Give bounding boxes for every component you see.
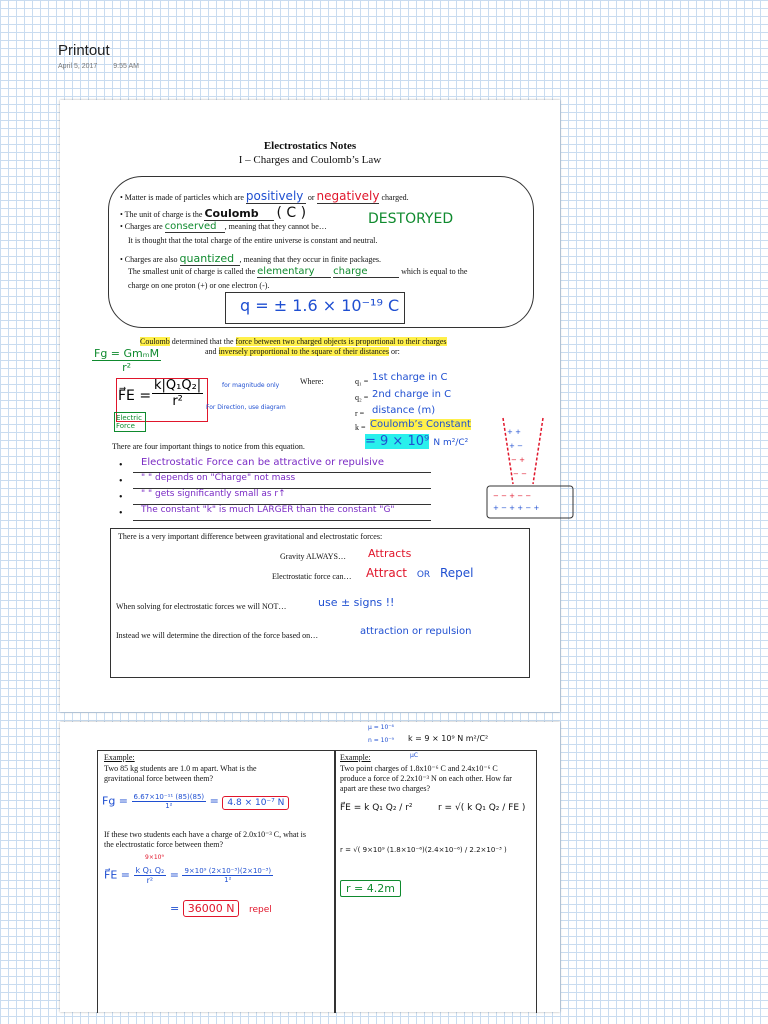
note-header xyxy=(58,42,153,70)
example-2-formula: F⃗E = k Q₁ Q₂ / r² xyxy=(340,803,413,813)
elementary-line: The smallest unit of charge is called the elementary charge which is equal to the xyxy=(128,266,468,277)
note-date: April 5, 2017 xyxy=(58,63,98,70)
answer-destroyed: DESTORYED xyxy=(368,211,454,227)
svg-text:− −: − − xyxy=(513,470,527,478)
r-definition: distance (m) xyxy=(372,405,436,416)
example-2-substitution: r = √( 9×10⁹ (1.8×10⁻⁶)(2.4×10⁻⁶) / 2.2×10⁻³ ) xyxy=(340,846,507,854)
answer-elementary: elementary xyxy=(257,266,315,277)
svg-text:+ −: + − xyxy=(509,442,523,450)
bullet-depends-charge: " " depends on "Charge" not mass xyxy=(141,473,296,483)
bullet-dot-2: • xyxy=(119,476,123,487)
gravity-always-label: Gravity ALWAYS… xyxy=(280,552,346,561)
example-1-question-2: If these two students each have a charge of 2.0x10⁻³ C, what is the electrostatic force between them? xyxy=(104,830,306,849)
coulomb-law-lhs: F⃗E = xyxy=(118,388,152,404)
example-1-question: Two 85 kg students are 1.0 m apart. What is the gravitational force between them? xyxy=(104,764,257,783)
k-constant-note: k = 9 × 10⁹ N m²/C² xyxy=(408,734,489,743)
q1-definition: 1st charge in C xyxy=(372,372,448,383)
note-direction: For Direction, use diagram xyxy=(206,404,286,411)
bullet-dot-3: • xyxy=(119,492,123,503)
instead-label: Instead we will determine the direction of the force based on… xyxy=(116,631,319,640)
answer-positively: positively xyxy=(245,189,304,203)
answer-negatively: negatively xyxy=(316,189,380,203)
answer-attraction-repulsion: attraction or repulsion xyxy=(360,626,472,637)
micro-prefix-note: μ = 10⁻⁶ xyxy=(368,724,394,731)
difference-intro: There is a very important difference between gravitational and electrostatic forces: xyxy=(118,532,383,541)
k-value: = 9 × 10⁹ N m²/C² xyxy=(365,434,469,449)
bullet-matter: • Matter is made of particles which are positively or negatively charged. xyxy=(120,189,409,203)
example-1-heading: Example: xyxy=(104,753,135,762)
example-1-work: Fg = $\frac{\text{6.67×10⁻¹¹ (85)(85)}}{\text{1²}}$ = 4.8 × 10⁻⁷ N xyxy=(102,793,289,810)
universe-statement: It is thought that the total charge of the entire universe is constant and neutral. xyxy=(128,236,378,245)
bullet-dot-4: • xyxy=(119,508,123,519)
bullet-conserved: • Charges are conserved , meaning that they cannot be… xyxy=(120,221,327,232)
electric-force-label: Electric Force xyxy=(114,412,146,432)
electrostatic-can-label: Electrostatic force can… xyxy=(272,572,352,581)
note-title: Printout xyxy=(58,42,110,59)
where-label: Where: xyxy=(300,377,324,386)
notes-subtitle: I – Charges and Coulomb’s Law xyxy=(238,154,382,166)
coulomb-statement-1: Coulomb determined that the force between two charged objects is proportional to their charges xyxy=(140,337,447,346)
k-definition: Coulomb’s Constant xyxy=(370,419,471,430)
bullet-underline-4 xyxy=(133,520,431,521)
bullet-dot-1: • xyxy=(119,460,123,471)
gravity-formula: $\frac{\text{Fg = GmₘM}}{\text{r²}}$ xyxy=(94,347,160,374)
charge-sketch xyxy=(485,414,580,524)
bullet-quantized: • Charges are also quantized , meaning that they occur in finite packages. xyxy=(120,252,382,265)
answer-c-symbol: ( C ) xyxy=(276,205,307,221)
bullet-gets-small: " " gets significantly small as r↑ xyxy=(141,489,286,499)
note-magnitude: for magnitude only xyxy=(222,382,280,389)
note-meta xyxy=(58,63,153,70)
answer-coulomb: Coulomb xyxy=(204,207,259,220)
bullet-constant-k: The constant "k" is much LARGER than the constant "G" xyxy=(141,505,395,515)
example-2-microcoulomb-note: μC xyxy=(410,752,419,759)
coulomb-law-formula: $\frac{\text{k|Q₁Q₂|}}{\text{r²}}$ xyxy=(154,378,202,409)
example-2-heading: Example: xyxy=(340,753,371,762)
proton-electron-line: charge on one proton (+) or one electron (-). xyxy=(128,281,270,290)
r-label: r = xyxy=(355,409,365,418)
elementary-charge-equation: q = ± 1.6 × 10⁻¹⁹ C xyxy=(240,296,400,315)
example-2-question: Two point charges of 1.8x10⁻⁶ C and 2.4x10⁻⁶ C produce a force of 2.2x10⁻³ N on each other. How far apart are these two charges? xyxy=(340,764,512,793)
example-1-electrostatic-work: F⃗E = $\frac{\text{k Q₁ Q₂}}{\text{r²}}$ = $\frac{\text{9×10⁹ (2×10⁻³)(2×10⁻³)}}{\text{1²}}$ xyxy=(104,866,272,885)
svg-text:+ +: + + xyxy=(507,428,521,436)
bullet-attractive-repulsive: Electrostatic Force can be attractive or repulsive xyxy=(141,457,384,468)
answer-no-signs: use ± signs !! xyxy=(318,596,395,609)
example-2-answer: r = 4.2m xyxy=(340,880,401,897)
q2-label: q₂ = xyxy=(355,393,369,402)
solving-label: When solving for electrostatic forces we will NOT… xyxy=(116,602,287,611)
answer-attracts: Attracts xyxy=(368,547,412,560)
notes-title: Electrostatics Notes xyxy=(263,140,357,152)
example-1-k-note: 9×10⁹ xyxy=(145,854,164,861)
example-2-rearranged: r = √( k Q₁ Q₂ / FE ) xyxy=(438,803,526,813)
svg-text:− − + − −: − − + − − xyxy=(493,492,532,500)
k-label: k = xyxy=(355,423,366,432)
bullet-unit: • The unit of charge is the Coulomb ( C ) xyxy=(120,205,307,221)
four-things-intro: There are four important things to notice from this equation. xyxy=(112,442,305,451)
answer-charge: charge xyxy=(333,266,368,277)
note-time: 9:55 AM xyxy=(113,63,139,70)
answer-conserved: conserved xyxy=(164,221,217,232)
coulomb-statement-2: and inversely proportional to the square of their distances or: xyxy=(205,347,400,356)
q1-label: q₁ = xyxy=(355,377,369,386)
svg-text:− +: − + xyxy=(511,456,525,464)
svg-text:+ − + + − +: + − + + − + xyxy=(493,504,540,512)
answer-attract-or-repel: Attract OR Repel xyxy=(366,566,474,580)
nano-prefix-note: n = 10⁻⁹ xyxy=(368,737,394,744)
example-1-result: = 36000 N repel xyxy=(170,902,272,915)
q2-definition: 2nd charge in C xyxy=(372,389,452,400)
answer-quantized: quantized xyxy=(179,252,235,265)
